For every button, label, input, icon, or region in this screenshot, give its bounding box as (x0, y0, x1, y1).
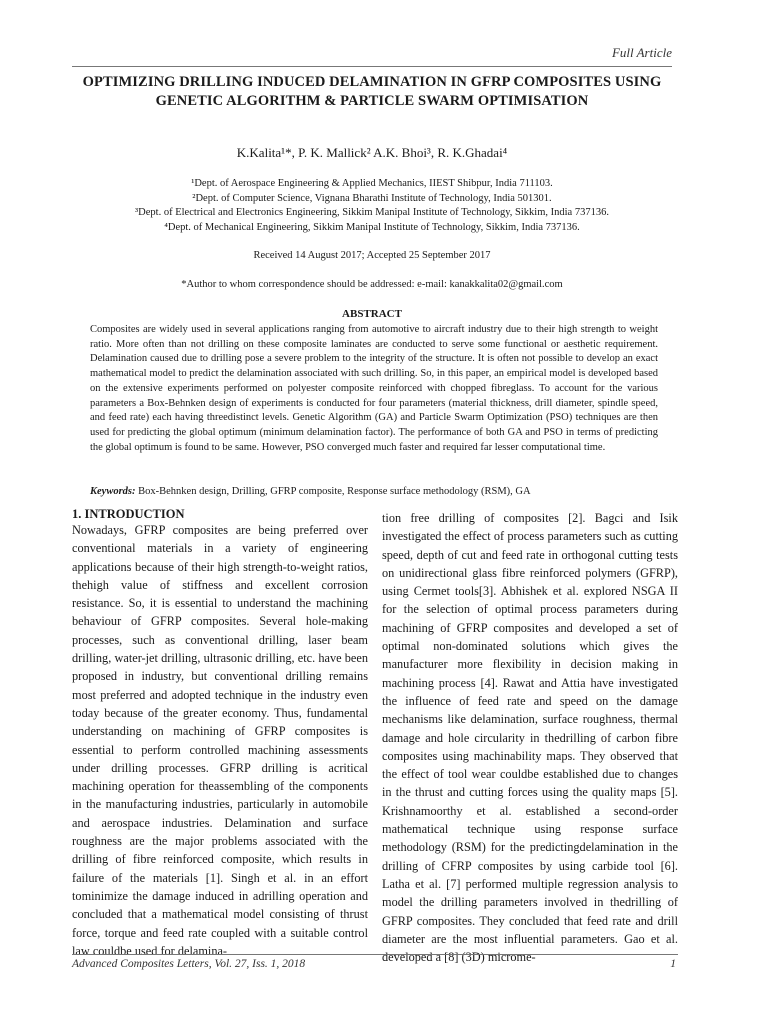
affiliation-1: ¹Dept. of Aerospace Engineering & Applied Mechanics, IIEST Shibpur, India 711103. (191, 178, 553, 189)
correspondence-note: *Author to whom correspondence should be addressed: e-mail: kanakkalita02@gmail.com (181, 279, 563, 290)
affiliation-2: ²Dept. of Computer Science, Vignana Bharathi Institute of Technology, India 501301. (192, 192, 552, 204)
author-list: K.Kalita¹*, P. K. Mallick² A.K. Bhoi³, R. K.Ghadai⁴ (236, 145, 508, 160)
page-number: 1 (670, 958, 676, 970)
received-dates: Received 14 August 2017; Accepted 25 September 2017 (253, 250, 491, 261)
article-type-label: Full Article (611, 45, 672, 60)
abstract-heading: ABSTRACT (342, 308, 402, 320)
body-column-right: tion free drilling of composites [2]. Bagci and Isik investigated the effect of process parameters such as cutting speed, depth of cut and feed rate in orthogonal cutting tests on unidirectional glass fibre reinforced polymers (GFRP), using Cermet tools[3]. Abhishek et al. explored NSGA II for the selection of optimal process parameters during machining of GFRP composites and developed a set of optimal non-dominated solutions which gives the manufacturer more flexibility in decision making in machining process [4]. Rawat and Attia have investigated the influence of feed rate and speed on the damage mechanisms like delamination, surface roughness, thermal damage and hole circularity in thedrilling of carbon fibre composites using machinability maps. They observed that the effect of tool wear couldbe established due to changes in the thrust and cutting forces using the quality maps [5]. Krishnamoorthy et al. established a second-order mathematical technique using response surface methodology (RSM) for the predictingdelamination in the drilling of CFRP composites by using carbide tool [6]. Latha et al. [7] performed multiple regression analysis to model the drilling parameters involved in thedrilling of GFRP composites. They concluded that feed rate and drill diameter are the most influential parameters. Gao et al. developed a [8] (3D) microme- (382, 511, 678, 965)
keywords-label: Keywords: (90, 486, 136, 497)
body-column-left: Nowadays, GFRP composites are being preferred over conventional materials in a variety of engineering applications because of their high strength-to-weight ratios, thehigh value of stiffness and excellent corrosion resistance. So, it is essential to understand the machining behaviour of GFRP composites. Several hole-making processes, such as conventional drilling, laser beam drilling, water-jet drilling, ultrasonic drilling, etc. have been proposed in industry, but conventional drilling remains most preferred and adopted technique in the industry even today because of the greater economy. Thus, fundamental understanding on machining of GFRP composites is essential to perform controlled machining assessments under drilling processes. GFRP drilling is acritical machining operation for theassembling of the components in the manufacturing industries, particularly in automobile and aerospace industries. Delamination and surface roughness are the major problems associated with the drilling of fibre reinforced composite, which results in failure of the materials [1]. Singh et al. in an effort tominimize the damage induced in adrilling operation and concluded that a mathematical model consisting of thrust force, torque and feed rate coupled with a suitable control law couldbe used for delamina- (72, 523, 368, 958)
journal-citation: Advanced Composites Letters, Vol. 27, Iss. 1, 2018 (72, 958, 306, 970)
keywords-line (90, 486, 658, 497)
affiliation-4: ⁴Dept. of Mechanical Engineering, Sikkim Manipal Institute of Technology, Sikkim, India 737136. (164, 221, 580, 233)
section-heading-introduction: 1. INTRODUCTION (72, 507, 185, 521)
header-divider (72, 66, 672, 67)
keywords-text: Box-Behnken design, Drilling, GFRP composite, Response surface methodology (RSM), GA (135, 486, 531, 497)
abstract-text: Composites are widely used in several applications ranging from automotive to aircraft industry due to their high strength to weight ratio. More often than not drilling on these composite laminates are conducted to serve some functional or aesthetic requirement. Delamination caused due to drilling pose a severe problem to the integrity of the structure. It is often not possible to develop an exact mathematical model to predict the delamination associated with such drilling. So, in this paper, an empirical model is developed based on the extensive experiments performed on polyester composite reinforced with chopped fibreglass. To account for the various parameters a Box-Behnken design of experiments is conducted for four parameters (material thickness, drill diameter, spindle speed, and feed rate) each having threedistinct levels. Genetic Algorithm (GA) and Particle Swarm Optimization (PSO) techniques are then used for predicting the global optimum (minimum delamination factor). The performance of both GA and PSO in terms of predicting the global optimum is found to be same. However, PSO converged much faster and required far lesser computational time. (90, 324, 658, 453)
affiliation-3: ³Dept. of Electrical and Electronics Engineering, Sikkim Manipal Institute of Technology, Sikkim, India 737136. (135, 207, 609, 218)
footer-divider (72, 954, 678, 955)
affiliation-list (40, 177, 704, 235)
paper-title: OPTIMIZING DRILLING INDUCED DELAMINATION IN GFRP COMPOSITES USING GENETIC ALGORITHM & PARTICLE SWARM OPTIMISATION (82, 74, 662, 109)
